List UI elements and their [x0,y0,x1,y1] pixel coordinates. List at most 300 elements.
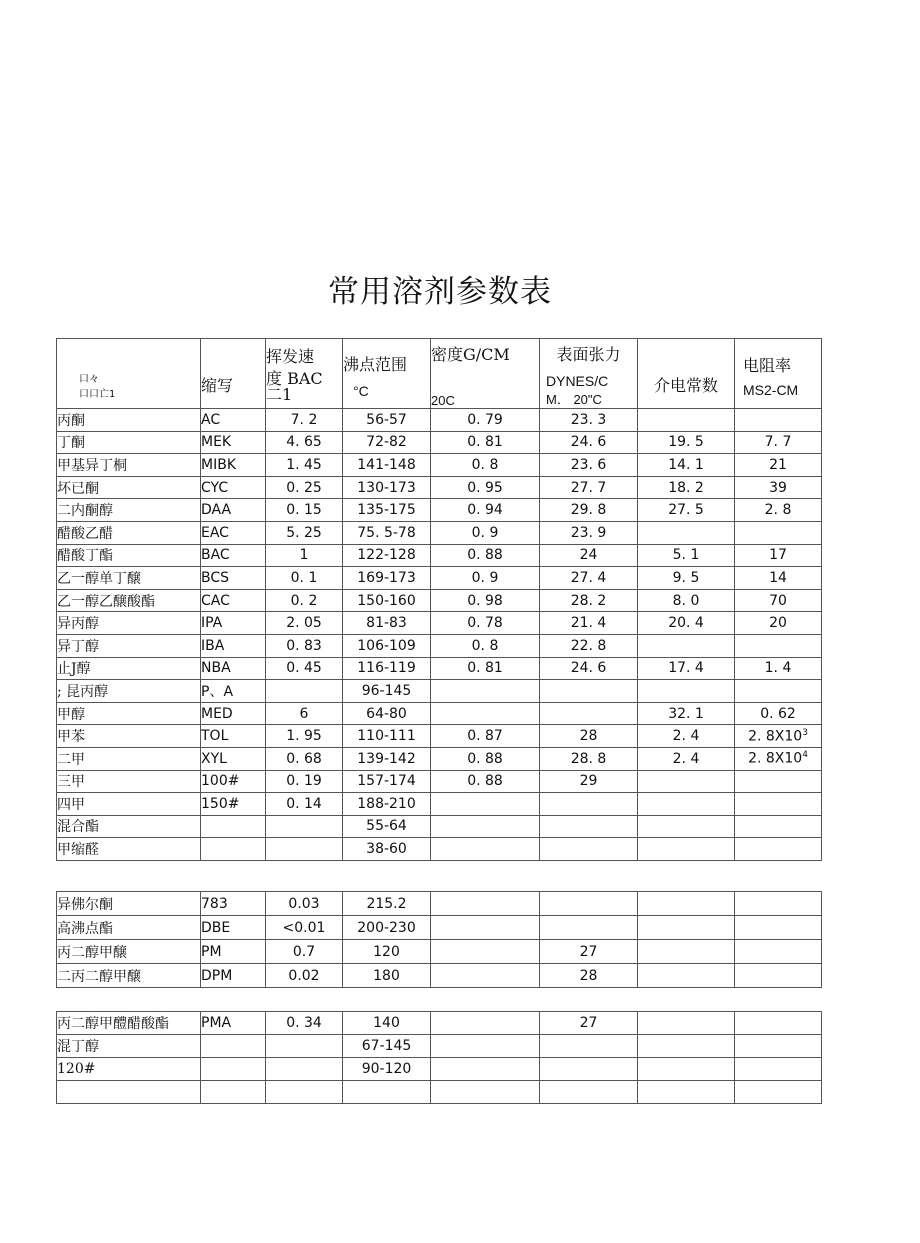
cell-resist [735,567,822,590]
cell-resist [735,838,822,861]
table-row [57,964,822,988]
cell-evap-value: 2. 05 [286,615,322,632]
cell-abbr [201,567,266,590]
cell-tension-value: 28. 2 [570,592,607,609]
header-bp [343,339,431,409]
cell-bp-value: 150-160 [357,592,416,609]
header-name-line1: 口々 [79,373,99,385]
cell-abbr [201,634,266,657]
cell-bp [343,940,431,964]
header-density-line1: 密度G/CM [431,345,510,364]
cell-evap [266,680,343,703]
cell-evap [266,793,343,816]
header-abbr [201,339,266,409]
cell-dielectric-value: 20. 4 [668,615,704,632]
cell-density [431,1058,540,1081]
cell-evap-value: <0.01 [282,919,326,936]
cell-bp-value: 64-80 [366,705,407,722]
cell-density [431,1035,540,1058]
cell-evap-value: 0. 19 [286,773,322,790]
cell-tension [540,702,638,725]
cell-resist [735,454,822,477]
cell-bp-value: 56-57 [366,411,407,428]
cell-tension-value: 28 [579,728,598,745]
table-row [57,680,822,703]
cell-name [57,747,201,770]
cell-name-value: 异丙醇 [57,616,99,633]
header-dielectric-label: 介电常数 [653,376,718,395]
cell-bp-value: 75. 5-78 [357,524,416,541]
table-row [57,916,822,940]
cell-name-value: 丙二醇甲醸 [57,944,127,961]
cell-density [431,940,540,964]
cell-evap [266,409,343,432]
cell-density-value: 0. 79 [467,411,503,428]
cell-evap [266,1058,343,1081]
cell-abbr [201,793,266,816]
cell-evap [266,657,343,680]
cell-abbr-value: CYC [201,479,229,496]
cell-evap [266,964,343,988]
cell-tension [540,747,638,770]
cell-evap [266,544,343,567]
cell-tension [540,940,638,964]
cell-density [431,964,540,988]
cell-name-value: 坏已酮 [57,480,99,497]
table-row [57,1035,822,1058]
header-bp-line2: °C [353,382,369,399]
cell-resist [735,940,822,964]
cell-name-value: 异佛尔酮 [57,896,113,913]
cell-evap [266,725,343,748]
cell-abbr [201,499,266,522]
cell-dielectric [638,499,735,522]
cell-dielectric [638,1035,735,1058]
cell-abbr [201,838,266,861]
cell-density [431,725,540,748]
cell-tension [540,838,638,861]
cell-evap-value: 0.02 [288,967,320,984]
header-dielectric [638,339,735,409]
cell-tension [540,916,638,940]
cell-abbr [201,892,266,916]
table-row [57,702,822,725]
cell-resist [735,612,822,635]
cell-tension [540,544,638,567]
cell-resist [735,1035,822,1058]
cell-abbr [201,815,266,838]
cell-abbr-value: AC [201,411,221,428]
cell-tension [540,815,638,838]
cell-density-value: 0. 9 [471,524,499,541]
cell-resist [735,521,822,544]
cell-name [57,657,201,680]
cell-resist-value: 21 [769,456,787,473]
cell-evap-value: 0.7 [292,943,316,960]
cell-bp-value: 140 [373,1015,400,1031]
cell-density [431,702,540,725]
cell-dielectric [638,680,735,703]
header-resist-line2: MS2-CM [743,381,799,398]
cell-evap [266,431,343,454]
cell-resist [735,476,822,499]
cell-dielectric [638,964,735,988]
cell-dielectric-value: 9. 5 [672,569,700,586]
cell-abbr-value: BAC [201,547,230,564]
cell-tension-value: 21. 4 [570,615,607,632]
cell-bp [343,725,431,748]
cell-resist-value: 2. 8X10 [748,751,803,768]
cell-tension-value: 23. 9 [570,524,607,541]
cell-tension-value: 22. 8 [570,637,607,654]
cell-density-value: 0. 9 [471,569,499,586]
cell-density [431,521,540,544]
cell-abbr-value: EAC [201,524,229,541]
cell-tension [540,964,638,988]
cell-bp [343,770,431,793]
cell-resist [735,1081,822,1104]
cell-evap [266,815,343,838]
header-density-line2: 20C [431,393,455,408]
table-header-row [57,339,822,409]
cell-evap [266,916,343,940]
cell-bp-value: 180 [373,967,400,984]
header-evap-line3: 二1 [266,384,293,404]
cell-bp [343,1035,431,1058]
cell-evap [266,499,343,522]
cell-evap [266,454,343,477]
cell-bp-value: 141-148 [357,456,416,473]
cell-name [57,815,201,838]
cell-bp-value: 120 [373,943,400,960]
cell-bp [343,634,431,657]
cell-dielectric-value: 27. 5 [668,502,704,519]
table-row [57,892,822,916]
cell-evap [266,702,343,725]
cell-name-value: 混丁醇 [57,1039,99,1055]
header-abbr-label: 缩写 [201,376,234,395]
cell-evap [266,940,343,964]
cell-bp [343,838,431,861]
cell-bp-value: 135-175 [357,502,416,519]
cell-bp-value: 72-82 [366,434,407,451]
cell-tension [540,409,638,432]
table-row [57,431,822,454]
cell-density-value: 0. 81 [467,434,503,451]
cell-dielectric [638,815,735,838]
cell-abbr [201,454,266,477]
cell-resist-exponent: 4 [802,750,808,761]
cell-abbr-value: IBA [201,637,225,654]
cell-evap [266,589,343,612]
cell-dielectric [638,521,735,544]
cell-bp [343,815,431,838]
table-row [57,476,822,499]
cell-name [57,964,201,988]
cell-abbr-value: DBE [201,919,231,936]
cell-name [57,499,201,522]
cell-name [57,544,201,567]
cell-name-value: 丙酮 [57,412,85,429]
cell-abbr-value: MIBK [201,456,236,473]
cell-abbr-value: XYL [201,750,227,767]
header-tension-line2: DYNES/C [546,373,609,389]
cell-dielectric-value: 2. 4 [672,728,700,745]
cell-density [431,431,540,454]
cell-tension-value: 27. 7 [570,479,607,496]
cell-bp-value: 188-210 [357,795,416,812]
cell-tension [540,612,638,635]
cell-abbr-value: MEK [201,434,232,451]
cell-tension [540,499,638,522]
cell-density [431,770,540,793]
cell-tension-value: 28 [579,967,598,984]
cell-bp [343,747,431,770]
header-name-line2: 口口亡1 [79,388,116,400]
cell-density-value: 0. 88 [467,750,503,767]
cell-name [57,454,201,477]
cell-resist [735,770,822,793]
cell-bp [343,454,431,477]
cell-bp [343,964,431,988]
header-bp-line1: 沸点范围 [343,354,408,374]
cell-tension [540,793,638,816]
cell-bp-value: 200-230 [357,919,416,936]
cell-abbr [201,1035,266,1058]
cell-resist-value: 20 [769,615,787,632]
cell-resist [735,793,822,816]
cell-resist-value: 1. 4 [764,660,792,677]
cell-tension-value: 24 [579,547,598,564]
header-evap [266,339,343,409]
cell-abbr [201,409,266,432]
cell-name [57,431,201,454]
header-name [57,339,201,409]
cell-name [57,521,201,544]
cell-resist [735,747,822,770]
cell-evap-value: 0. 68 [286,750,322,767]
cell-name [57,1058,201,1081]
cell-abbr-value: 100# [201,773,240,790]
cell-evap [266,567,343,590]
cell-density-value: 0. 98 [467,592,503,609]
cell-density-value: 0. 8 [471,637,499,654]
cell-tension-value: 27 [579,943,598,960]
cell-resist-value: 14 [769,569,787,586]
cell-dielectric-value: 8. 0 [672,592,700,609]
table-row [57,747,822,770]
cell-dielectric [638,589,735,612]
cell-abbr [201,702,266,725]
cell-density-value: 0. 88 [467,773,503,790]
cell-tension [540,634,638,657]
cell-name-value: ; 昆丙醇 [57,683,109,700]
cell-bp-value: 81-83 [366,615,407,632]
cell-resist [735,431,822,454]
cell-density [431,499,540,522]
cell-abbr [201,589,266,612]
cell-evap [266,1012,343,1035]
cell-resist-value: 7. 7 [764,434,792,451]
cell-dielectric [638,702,735,725]
table-row [57,815,822,838]
cell-bp-value: 215.2 [366,895,407,912]
cell-name-value: 丙二醇甲醴醋酸酯 [57,1016,169,1032]
cell-dielectric [638,940,735,964]
cell-tension [540,725,638,748]
cell-name [57,612,201,635]
cell-abbr-value: MED [201,705,233,722]
cell-dielectric [638,892,735,916]
cell-density-value: 0. 88 [467,547,503,564]
cell-name-value: 二丙二醇甲醸 [57,968,141,985]
table-row [57,499,822,522]
cell-resist [735,589,822,612]
cell-dielectric [638,544,735,567]
cell-evap-value: 0. 25 [286,479,322,496]
cell-dielectric-value: 5. 1 [672,547,700,564]
cell-dielectric [638,612,735,635]
cell-bp-value: 67-145 [361,1038,412,1054]
cell-bp [343,499,431,522]
cell-resist [735,634,822,657]
cell-resist [735,1058,822,1081]
header-resist-line1: 电阻率 [743,355,792,375]
cell-dielectric [638,476,735,499]
cell-abbr-value: P、A [201,683,234,700]
header-resist [735,339,822,409]
table-row [57,1081,822,1104]
cell-density [431,612,540,635]
cell-dielectric [638,657,735,680]
cell-name [57,702,201,725]
cell-resist [735,964,822,988]
cell-abbr [201,612,266,635]
cell-resist-value: 2. 8 [764,502,792,519]
cell-resist [735,657,822,680]
cell-dielectric [638,1058,735,1081]
table-row [57,612,822,635]
cell-resist [735,815,822,838]
cell-name [57,892,201,916]
cell-bp-value: 106-109 [357,637,416,654]
table-row [57,770,822,793]
cell-name [57,1035,201,1058]
header-evap-line2: 度 BAC [266,368,323,388]
cell-name-value: 甲苯 [57,729,85,746]
solvent-table-tertiary [56,1011,822,1104]
cell-abbr [201,476,266,499]
cell-density [431,476,540,499]
cell-bp-value: 169-173 [357,569,416,586]
cell-name [57,838,201,861]
cell-tension [540,657,638,680]
table-row [57,657,822,680]
cell-density [431,838,540,861]
cell-evap [266,892,343,916]
cell-evap-value: 0.03 [288,895,320,912]
cell-resist-exponent: 3 [802,727,808,738]
cell-bp [343,793,431,816]
page-title: 常用溶剂参数表 [328,274,552,310]
cell-dielectric-value: 14. 1 [668,456,704,473]
cell-bp-value: 139-142 [357,750,416,767]
table-row [57,1012,822,1035]
cell-abbr-value: DPM [201,967,233,984]
cell-name [57,793,201,816]
cell-tension [540,1081,638,1104]
cell-tension [540,892,638,916]
cell-evap [266,1081,343,1104]
cell-bp-value: 157-174 [357,773,416,790]
cell-bp-value: 90-120 [361,1061,412,1077]
table-row [57,940,822,964]
cell-tension [540,1012,638,1035]
cell-abbr-value: 783 [201,895,228,912]
cell-bp-value: 96-145 [361,682,412,699]
cell-tension-value: 28. 8 [570,750,607,767]
cell-evap-value: 0. 1 [290,569,318,586]
cell-density [431,747,540,770]
table-row [57,454,822,477]
table-row [57,409,822,432]
cell-bp [343,476,431,499]
cell-tension [540,476,638,499]
cell-name-value: 甲缩醛 [57,842,99,859]
cell-evap [266,770,343,793]
table-row [57,589,822,612]
cell-abbr-value: BCS [201,569,230,586]
cell-density [431,680,540,703]
solvent-table-main [56,338,822,861]
cell-abbr [201,747,266,770]
cell-resist-value: 39 [769,479,787,496]
cell-abbr [201,680,266,703]
cell-tension [540,1058,638,1081]
solvent-table-secondary [56,891,822,988]
cell-dielectric [638,431,735,454]
cell-bp-value: 38-60 [366,841,407,858]
header-evap-line1: 挥发速 [266,346,315,366]
cell-abbr [201,431,266,454]
cell-tension-value: 27 [579,1015,598,1031]
cell-dielectric [638,747,735,770]
cell-density [431,892,540,916]
cell-name [57,725,201,748]
cell-density [431,1081,540,1104]
cell-evap [266,747,343,770]
cell-abbr [201,1058,266,1081]
cell-name [57,1081,201,1104]
cell-bp [343,612,431,635]
cell-tension [540,589,638,612]
cell-density [431,793,540,816]
cell-density [431,657,540,680]
cell-evap-value: 6 [299,705,309,722]
cell-evap-value: 1 [299,547,309,564]
cell-bp-value: 116-119 [357,660,416,677]
cell-evap [266,476,343,499]
cell-name-value: 甲基异丁桐 [57,457,127,474]
cell-dielectric-value: 18. 2 [668,479,704,496]
table-row [57,521,822,544]
cell-tension [540,1035,638,1058]
table-row [57,793,822,816]
cell-abbr-value: TOL [201,728,229,745]
cell-resist [735,892,822,916]
cell-bp-value: 110-111 [357,728,416,745]
cell-density-value: 0. 81 [467,660,503,677]
